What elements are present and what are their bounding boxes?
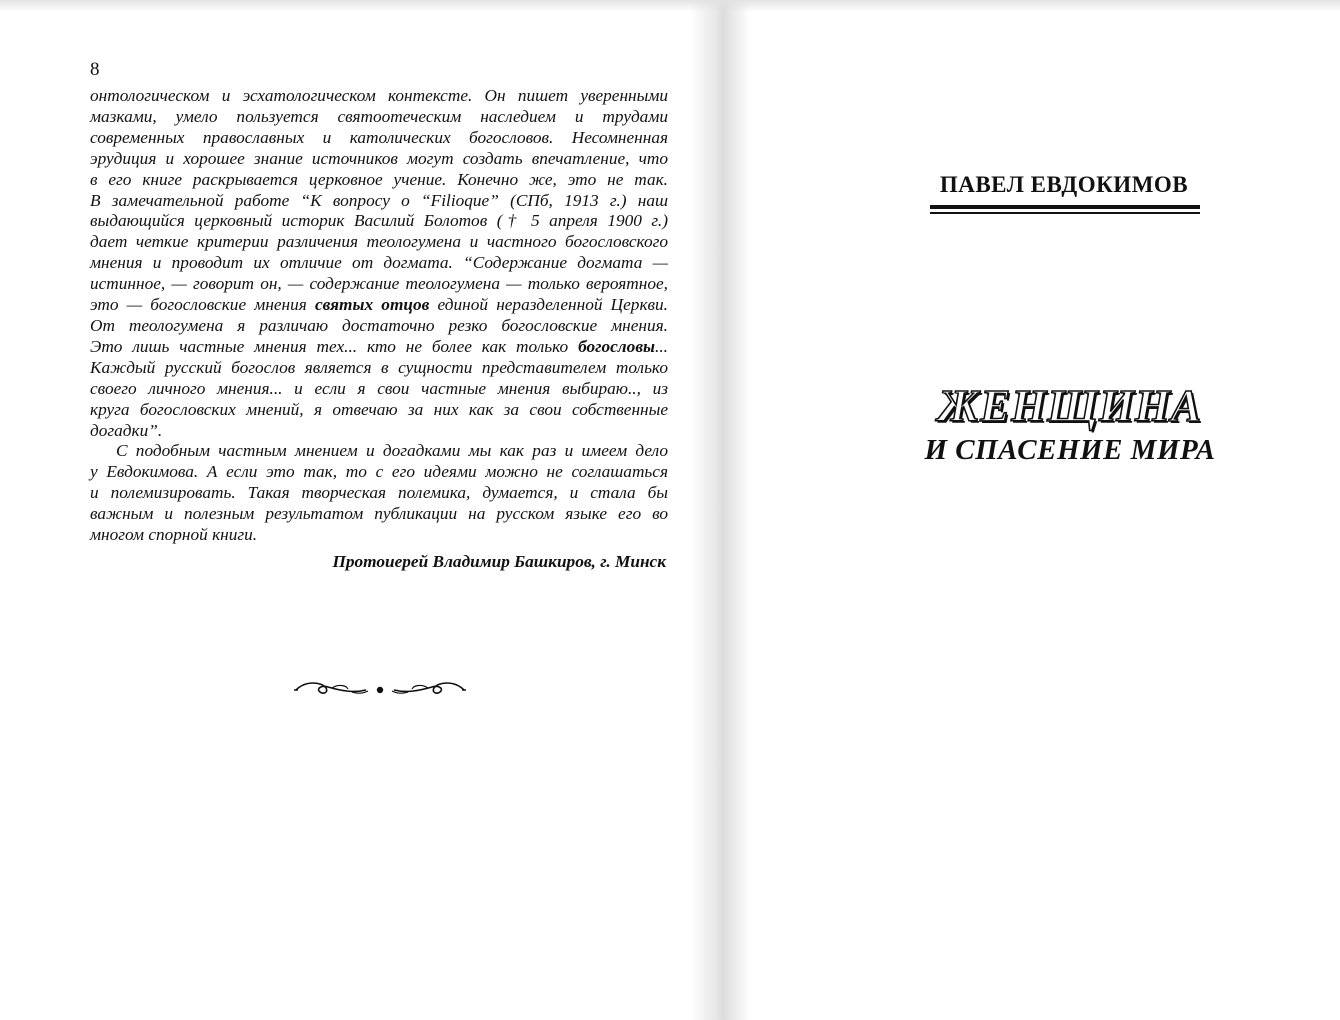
body-text	[90, 86, 668, 546]
text-line: С подобным частным мнением и догадками мы как раз и имеем дело	[116, 441, 668, 461]
text-line	[90, 337, 668, 358]
text-run: единой неразделенной Церкви.	[429, 295, 668, 315]
text-line: выдающийся церковный историк Василий Болотов († 5 апреля 1900 г.)	[90, 211, 668, 231]
text-line: современных православных и католических богословов. Несомненная	[90, 127, 668, 147]
scan-shadow	[0, 0, 1340, 12]
text-run: это — богословские мнения	[90, 295, 315, 315]
scroll-flourish-icon	[292, 676, 468, 700]
text-line: у Евдокимова. А если это так, то с его идеями можно не соглашаться	[90, 462, 668, 482]
text-line: мазками, умело пользуется святоотеческим наследием и трудами	[90, 106, 668, 126]
book-title: ЖЕНЩИНА	[937, 381, 1202, 431]
text-line: От теологумена я различаю достаточно резко богословские мнения.	[90, 315, 668, 335]
text-line: круга богословских мнений, я отвечаю за них как за свои собственные	[90, 399, 668, 419]
rule-thin	[930, 212, 1200, 214]
text-line	[90, 295, 668, 316]
bold-run: богословы	[578, 336, 656, 356]
book-subtitle: И СПАСЕНИЕ МИРА	[924, 434, 1216, 466]
text-line: онтологическом и эсхатологическом контексте. Он пишет уверенными	[90, 86, 668, 105]
text-line: В замечательной работе “К вопросу о “Filioque” (СПб, 1913 г.) наш	[90, 190, 668, 210]
right-page	[712, 0, 1340, 1020]
text-line: эрудиция и хорошее знание источников могут создать впечатление, что	[90, 148, 668, 168]
text-line: догадки”.	[90, 420, 163, 440]
bold-run: святых отцов	[314, 295, 430, 315]
signature: Протоиерей Владимир Башкиров, г. Минск	[332, 552, 666, 571]
text-line: мнения и проводит их отличие от догмата. “Содержание догмата —	[90, 253, 668, 273]
text-run: ...	[655, 336, 668, 356]
text-line: многом спорной книги.	[90, 525, 258, 545]
author-rule	[930, 205, 1200, 215]
text-run: Это лишь частные мнения тех... кто не более как только	[90, 336, 579, 356]
author-name: ПАВЕЛ ЕВДОКИМОВ	[939, 172, 1189, 197]
book-gutter	[690, 0, 750, 1020]
rule-thick	[930, 205, 1200, 209]
text-line: и полемизировать. Такая творческая полемика, думается, и стала бы	[90, 483, 668, 503]
text-line: истинное, — говорит он, — содержание теологумена — только вероятное,	[90, 274, 668, 294]
text-line: Каждый русский богослов является в сущности представителем только	[90, 357, 668, 377]
text-line: важным и полезным результатом публикации на русском языке его во	[90, 504, 668, 524]
text-line: дает четкие критерии различения теологумена и частного богословского	[90, 232, 668, 252]
text-line: своего личного мнения... и если я свои частные мнения выбираю.., из	[90, 378, 668, 398]
page-number: 8	[90, 59, 100, 80]
text-line: в его книге раскрывается церковное учение. Конечно же, это не так.	[90, 169, 668, 189]
